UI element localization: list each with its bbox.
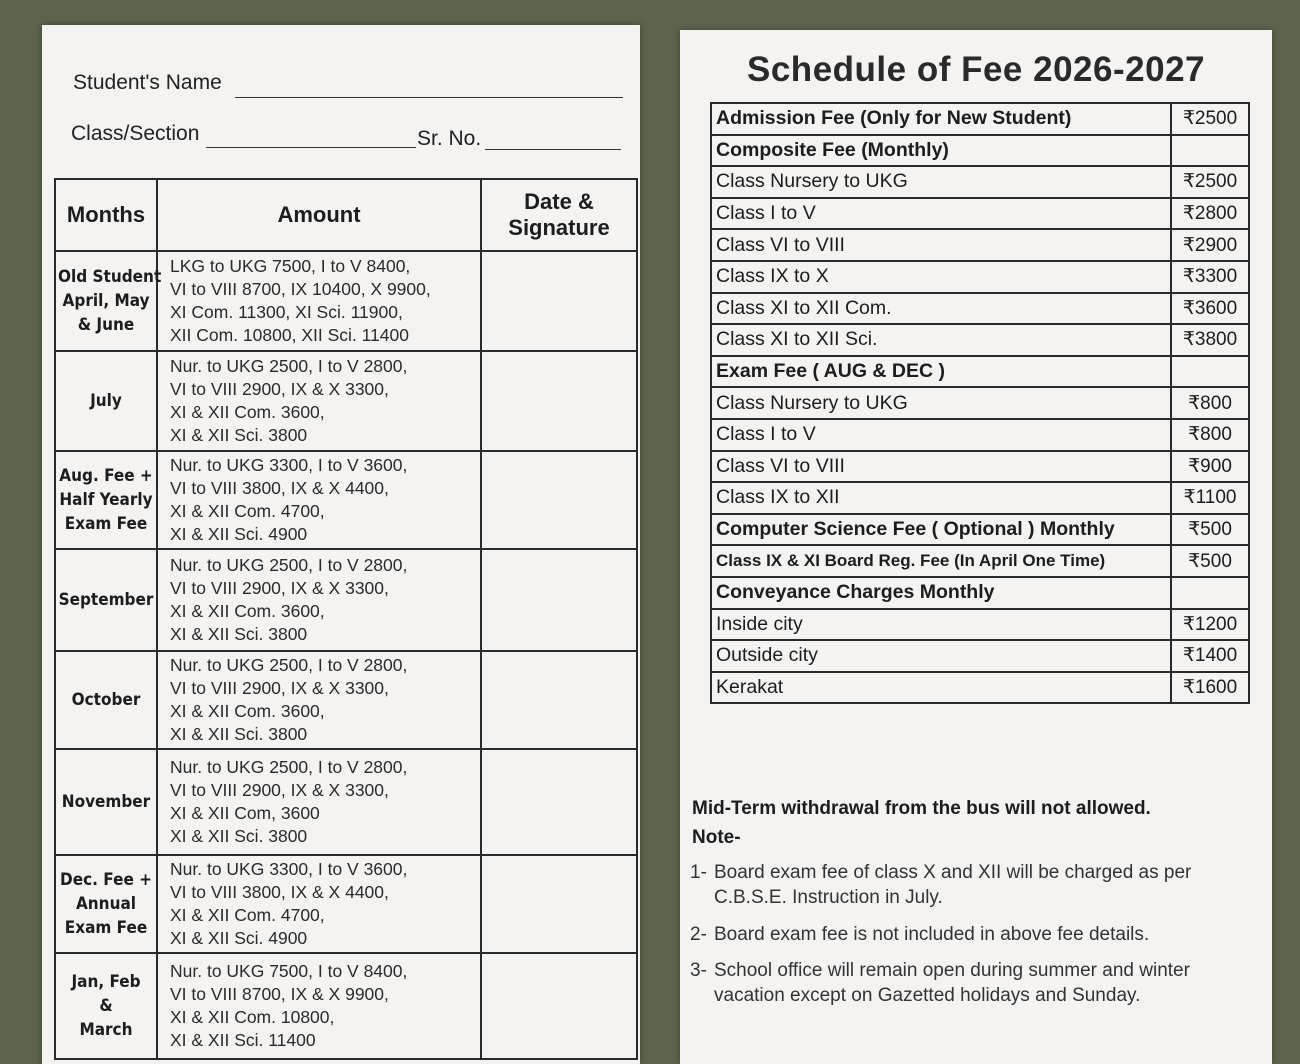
amount-text: XI & XII Com. 4700, <box>170 501 325 521</box>
schedule-row <box>711 577 1249 609</box>
month-text: Exam Fee <box>64 514 148 534</box>
amount-text: XI & XII Sci. 3800 <box>170 425 308 445</box>
month-cell <box>55 549 157 651</box>
date-signature-cell[interactable] <box>481 251 637 351</box>
fee-item-label: Computer Science Fee ( Optional ) Monthly <box>711 514 1171 546</box>
fee-card-row <box>55 549 637 651</box>
schedule-row <box>711 356 1249 388</box>
fee-schedule-page <box>680 30 1272 1064</box>
fee-item-label: Class XI to XII Com. <box>711 293 1171 325</box>
date-signature-cell[interactable] <box>481 451 637 549</box>
month-text: Half Yearly <box>59 490 153 510</box>
fee-card-row <box>55 351 637 451</box>
fee-card-row <box>55 855 637 953</box>
amount-text: XI & XII Com, 3600 <box>170 803 320 823</box>
schedule-row <box>711 514 1249 546</box>
class-section-label: Class/Section <box>71 122 200 145</box>
amount-text: XI & XII Com. 3600, <box>170 601 325 621</box>
date-signature-header: Date & Signature <box>481 179 637 251</box>
month-text: September <box>58 590 154 610</box>
fee-item-amount <box>1171 356 1249 388</box>
amount-header: Amount <box>157 179 481 251</box>
amount-cell <box>157 953 481 1059</box>
date-signature-cell[interactable] <box>481 351 637 451</box>
fee-item-label: Class XI to XII Sci. <box>711 324 1171 356</box>
fee-item-amount: ₹2800 <box>1171 198 1249 230</box>
month-text: Old Student <box>58 267 162 287</box>
schedule-row <box>711 451 1249 483</box>
amount-text: VI to VIII 2900, IX & X 3300, <box>170 678 389 698</box>
amount-text: VI to VIII 3800, IX & X 4400, <box>170 478 389 498</box>
amount-text: XI & XII Sci. 11400 <box>170 1030 316 1050</box>
fee-item-label: Class IX to X <box>711 261 1171 293</box>
fee-card-row <box>55 651 637 749</box>
monthly-fee-card-table <box>54 178 638 1060</box>
amount-text: XI & XII Com. 3600, <box>170 701 325 721</box>
amount-text: Nur. to UKG 2500, I to V 2800, <box>170 555 408 575</box>
month-text: Jan, Feb <box>71 972 141 992</box>
amount-text: XI & XII Sci. 3800 <box>170 724 308 744</box>
fee-item-label: Class I to V <box>711 419 1171 451</box>
amount-text: VI to VIII 2900, IX & X 3300, <box>170 780 389 800</box>
month-text: November <box>61 792 151 812</box>
month-cell <box>55 749 157 855</box>
amount-cell <box>157 749 481 855</box>
fee-item-amount: ₹1200 <box>1171 609 1249 641</box>
fee-card-row <box>55 251 637 351</box>
amount-text: XI & XII Sci. 4900 <box>170 928 308 948</box>
amount-text: VI to VIII 2900, IX & X 3300, <box>170 578 389 598</box>
amount-text: Nur. to UKG 3300, I to V 3600, <box>170 455 408 475</box>
fee-item-label: Class Nursery to UKG <box>711 166 1171 198</box>
amount-text: Nur. to UKG 7500, I to V 8400, <box>170 961 408 981</box>
fee-item-amount: ₹2500 <box>1171 103 1249 135</box>
month-cell <box>55 953 157 1059</box>
fee-item-amount: ₹1100 <box>1171 482 1249 514</box>
student-name-field[interactable] <box>235 97 623 98</box>
schedule-row <box>711 545 1249 577</box>
amount-text: Nur. to UKG 2500, I to V 2800, <box>170 356 408 376</box>
month-text: Dec. Fee + <box>60 870 152 890</box>
fee-item-amount <box>1171 135 1249 167</box>
month-text: & <box>99 996 113 1016</box>
fee-card-row <box>55 451 637 549</box>
month-text: April, May <box>62 291 150 311</box>
month-cell <box>55 251 162 351</box>
amount-text: VI to VIII 8700, IX & X 9900, <box>170 984 389 1004</box>
schedule-row <box>711 135 1249 167</box>
fee-item-label: Class IX & XI Board Reg. Fee (In April One Time) <box>711 545 1171 577</box>
amount-text: XI Com. 11300, XI Sci. 11900, <box>170 302 403 322</box>
month-text: Annual <box>75 894 137 914</box>
schedule-row <box>711 387 1249 419</box>
fee-item-label: Class Nursery to UKG <box>711 387 1171 419</box>
fee-card-page <box>42 25 640 1064</box>
schedule-row <box>711 640 1249 672</box>
sr-no-field[interactable] <box>485 149 621 150</box>
amount-text: XI & XII Sci. 3800 <box>170 624 308 644</box>
month-text: October <box>71 690 141 710</box>
fee-item-label: Inside city <box>711 609 1171 641</box>
amount-cell <box>157 549 481 651</box>
fee-item-amount: ₹3300 <box>1171 261 1249 293</box>
amount-text: XI & XII Sci. 4900 <box>170 524 308 544</box>
amount-cell <box>157 451 481 549</box>
fee-item-label: Conveyance Charges Monthly <box>711 577 1171 609</box>
month-cell <box>55 451 157 549</box>
date-signature-cell[interactable] <box>481 749 637 855</box>
schedule-row <box>711 324 1249 356</box>
fee-item-amount: ₹1400 <box>1171 640 1249 672</box>
fee-item-label: Class VI to VIII <box>711 451 1171 483</box>
schedule-row <box>711 482 1249 514</box>
fee-item-amount: ₹500 <box>1171 545 1249 577</box>
month-text: Exam Fee <box>64 918 148 938</box>
fee-item-amount: ₹2900 <box>1171 229 1249 261</box>
amount-text: VI to VIII 3800, IX & X 4400, <box>170 882 389 902</box>
amount-cell <box>157 351 481 451</box>
note-2: 2- Board exam fee is not included in above fee details. <box>690 924 1150 945</box>
schedule-row <box>711 672 1249 704</box>
student-name-label: Student's Name <box>73 71 222 94</box>
note-3: 3- School office will remain open during summer and winter vacation except on Gazetted holidays and Sunday. <box>690 960 1190 1006</box>
note-1: 1- Board exam fee of class X and XII will be charged as per C.B.S.E. Instruction in July. <box>690 862 1192 908</box>
schedule-row <box>711 198 1249 230</box>
class-section-field[interactable] <box>206 147 416 148</box>
month-text: July <box>90 391 122 411</box>
amount-text: XI & XII Com. 3600, <box>170 402 325 422</box>
amount-text: Nur. to UKG 3300, I to V 3600, <box>170 859 408 879</box>
month-cell <box>55 855 157 953</box>
fee-item-amount: ₹3800 <box>1171 324 1249 356</box>
amount-cell <box>157 651 481 749</box>
month-text: March <box>79 1020 133 1040</box>
fee-item-label: Class IX to XII <box>711 482 1171 514</box>
amount-text: LKG to UKG 7500, I to V 8400, <box>170 256 411 276</box>
schedule-row <box>711 166 1249 198</box>
fee-schedule-table <box>710 102 1250 704</box>
fee-item-label: Composite Fee (Monthly) <box>711 135 1171 167</box>
fee-item-label: Exam Fee ( AUG & DEC ) <box>711 356 1171 388</box>
months-header: Months <box>55 179 157 251</box>
schedule-row <box>711 261 1249 293</box>
fee-item-label: Class I to V <box>711 198 1171 230</box>
amount-text: VI to VIII 8700, IX 10400, X 9900, <box>170 279 431 299</box>
fee-card-row <box>55 749 637 855</box>
note-title: Note- <box>692 827 741 848</box>
date-signature-cell[interactable] <box>481 953 637 1059</box>
fee-item-amount: ₹2500 <box>1171 166 1249 198</box>
schedule-row <box>711 103 1249 135</box>
fee-item-amount: ₹3600 <box>1171 293 1249 325</box>
fee-item-label: Admission Fee (Only for New Student) <box>711 103 1171 135</box>
fee-item-label: Class VI to VIII <box>711 229 1171 261</box>
fee-item-amount: ₹1600 <box>1171 672 1249 704</box>
month-cell <box>55 351 157 451</box>
amount-text: XI & XII Sci. 3800 <box>170 826 308 846</box>
fee-item-amount: ₹800 <box>1171 387 1249 419</box>
amount-text: Nur. to UKG 2500, I to V 2800, <box>170 655 408 675</box>
sr-no-label: Sr. No. <box>417 127 482 150</box>
fee-item-amount <box>1171 577 1249 609</box>
amount-text: XI & XII Com. 10800, <box>170 1007 335 1027</box>
fee-item-amount: ₹900 <box>1171 451 1249 483</box>
fee-item-amount: ₹800 <box>1171 419 1249 451</box>
schedule-row <box>711 293 1249 325</box>
month-cell <box>55 651 157 749</box>
fee-item-amount: ₹500 <box>1171 514 1249 546</box>
amount-text: XI & XII Com. 4700, <box>170 905 325 925</box>
schedule-row <box>711 419 1249 451</box>
schedule-row <box>711 229 1249 261</box>
schedule-title: Schedule of Fee 2026-2027 <box>747 50 1205 89</box>
amount-cell <box>157 251 481 351</box>
fee-card-row <box>55 953 637 1059</box>
bus-withdrawal-notice: Mid-Term withdrawal from the bus will not allowed. <box>692 798 1151 819</box>
schedule-row <box>711 609 1249 641</box>
amount-text: VI to VIII 2900, IX & X 3300, <box>170 379 389 399</box>
fee-item-label: Outside city <box>711 640 1171 672</box>
fee-item-label: Kerakat <box>711 672 1171 704</box>
date-signature-cell[interactable] <box>481 855 637 953</box>
amount-text: Nur. to UKG 2500, I to V 2800, <box>170 757 408 777</box>
amount-text: XII Com. 10800, XII Sci. 11400 <box>170 325 409 345</box>
month-text: & June <box>77 315 135 335</box>
amount-cell <box>157 855 481 953</box>
date-signature-cell[interactable] <box>481 651 637 749</box>
date-signature-cell[interactable] <box>481 549 637 651</box>
month-text: Aug. Fee + <box>59 466 153 486</box>
